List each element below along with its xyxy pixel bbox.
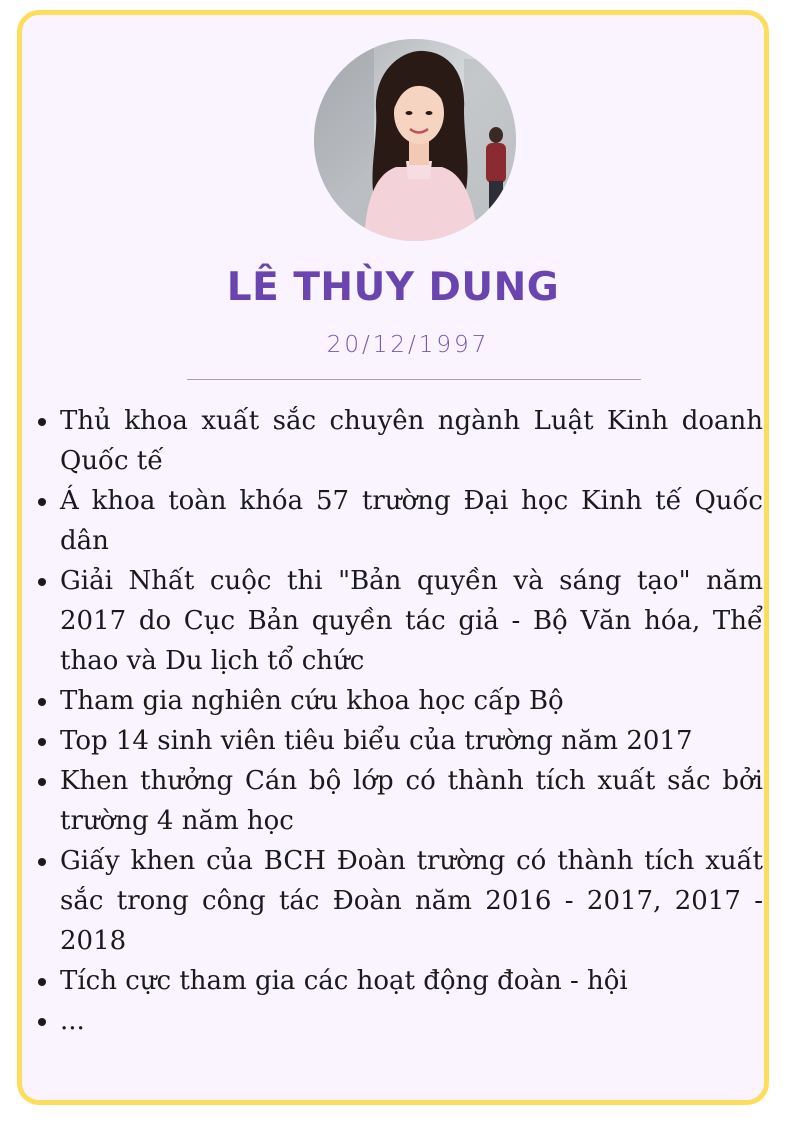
achievement-list <box>36 401 763 1041</box>
list-item: Top 14 sinh viên tiêu biểu của trường năm 2017 <box>60 721 763 761</box>
list-item: ... <box>60 1001 763 1041</box>
list-item: Tích cực tham gia các hoạt động đoàn - hội <box>60 961 763 1001</box>
person-name: LÊ THÙY DUNG <box>226 265 560 310</box>
list-item: Á khoa toàn khóa 57 trường Đại học Kinh tế Quốc dân <box>60 481 763 561</box>
profile-card <box>17 10 769 1105</box>
list-item: Giấy khen của BCH Đoàn trường có thành tích xuất sắc trong công tác Đoàn năm 2016 - 2017, 2017 - 2018 <box>60 841 763 961</box>
list-item: Thủ khoa xuất sắc chuyên ngành Luật Kinh doanh Quốc tế <box>60 401 763 481</box>
list-item: Giải Nhất cuộc thi "Bản quyền và sáng tạo" năm 2017 do Cục Bản quyền tác giả - Bộ Văn hóa, Thể thao và Du lịch tổ chức <box>60 561 763 681</box>
portrait-photo <box>314 39 516 241</box>
avatar <box>314 39 516 241</box>
list-item: Tham gia nghiên cứu khoa học cấp Bộ <box>60 681 763 721</box>
date-of-birth: 20/12/1997 <box>326 332 490 358</box>
list-item: Khen thưởng Cán bộ lớp có thành tích xuất sắc bởi trường 4 năm học <box>60 761 763 841</box>
divider <box>187 379 641 380</box>
